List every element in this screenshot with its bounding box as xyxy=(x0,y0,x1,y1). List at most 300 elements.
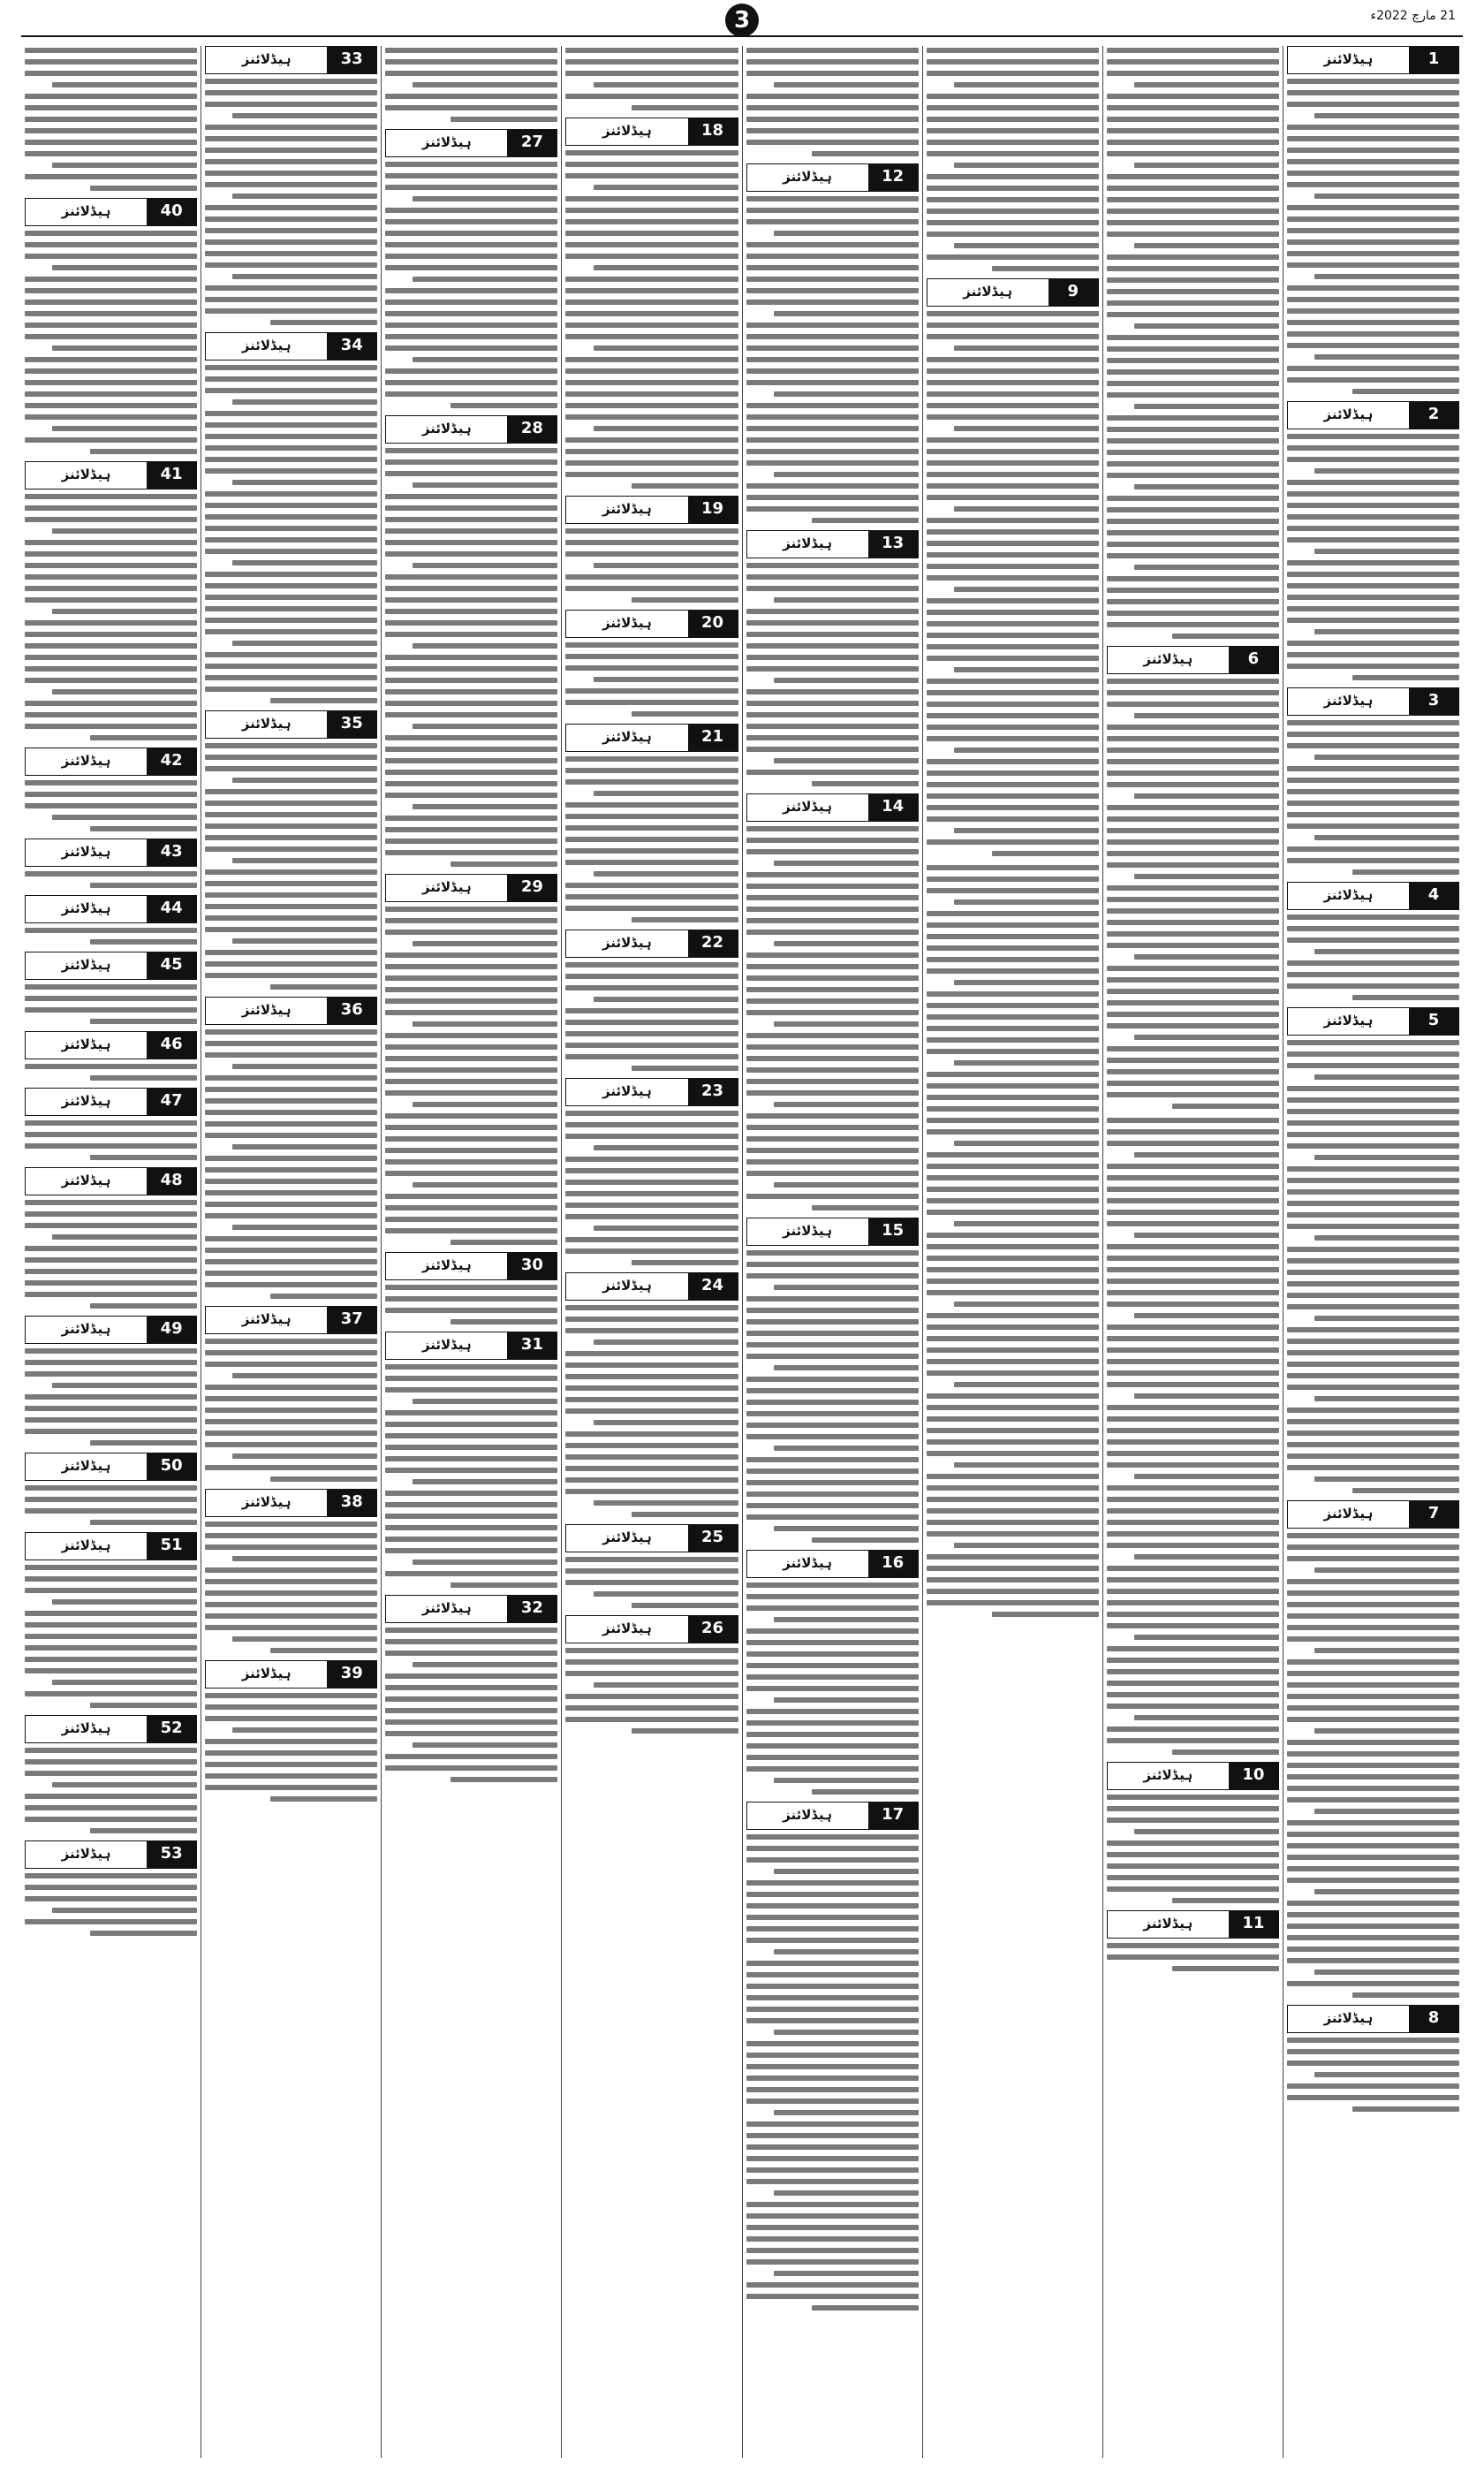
text-line xyxy=(1107,381,1279,386)
text-line xyxy=(746,712,919,717)
text-line xyxy=(954,899,1099,905)
text-line xyxy=(1287,1258,1459,1264)
text-line xyxy=(413,1479,557,1484)
item-header xyxy=(205,46,377,74)
text-line xyxy=(1134,82,1279,87)
text-line xyxy=(927,380,1099,385)
item-number: 8 xyxy=(1409,2006,1458,2032)
text-line xyxy=(954,243,1099,248)
text-line xyxy=(1107,450,1279,455)
text-line xyxy=(927,518,1099,523)
text-line xyxy=(774,82,919,87)
text-line xyxy=(385,781,557,786)
text-line xyxy=(385,839,557,844)
text-line xyxy=(954,82,1099,87)
item-header xyxy=(1287,2005,1459,2033)
text-line xyxy=(25,494,197,499)
item-label: ہیڈلائنز xyxy=(421,1257,472,1273)
text-line xyxy=(927,1600,1099,1605)
text-line xyxy=(25,414,197,420)
item-label: ہیڈلائنز xyxy=(61,1720,111,1736)
text-line xyxy=(385,517,557,522)
text-line xyxy=(1287,285,1459,291)
text-line xyxy=(25,1508,197,1514)
text-line xyxy=(1287,2083,1459,2089)
text-line xyxy=(565,1157,738,1162)
text-line xyxy=(25,1143,197,1149)
text-line xyxy=(25,1565,197,1570)
text-line xyxy=(1287,1362,1459,1367)
text-line xyxy=(385,311,557,316)
text-line xyxy=(1107,94,1279,99)
text-line xyxy=(1287,1304,1459,1309)
item-number: 32 xyxy=(507,1596,556,1622)
text-line xyxy=(1287,743,1459,748)
text-line xyxy=(927,610,1099,615)
text-line xyxy=(385,1125,557,1130)
item-label: ہیڈلائنز xyxy=(1143,1916,1193,1931)
news-item xyxy=(565,610,738,718)
text-line xyxy=(1314,835,1459,840)
text-line xyxy=(594,997,738,1002)
text-line xyxy=(1352,675,1459,680)
text-line xyxy=(565,779,738,785)
item-label: ہیڈلائنز xyxy=(241,51,292,67)
text-line xyxy=(385,1308,557,1313)
item-label: ہیڈلائنز xyxy=(61,844,111,860)
item-header xyxy=(746,530,919,558)
text-line xyxy=(565,1111,738,1116)
item-label: ہیڈلائنز xyxy=(1323,1013,1374,1028)
text-line xyxy=(746,323,919,328)
text-line xyxy=(1287,182,1459,187)
text-line xyxy=(1314,1476,1459,1482)
text-line xyxy=(565,1134,738,1139)
text-line xyxy=(1107,1000,1279,1006)
text-line xyxy=(205,927,377,932)
news-item xyxy=(1287,1500,1459,2000)
text-line xyxy=(746,2213,919,2219)
text-line xyxy=(205,812,377,817)
text-line xyxy=(1107,1726,1279,1732)
text-line xyxy=(565,1122,738,1127)
text-line xyxy=(774,1526,919,1531)
item-number: 44 xyxy=(147,896,196,922)
item-body-text xyxy=(25,926,197,946)
text-line xyxy=(1134,1554,1279,1560)
text-line xyxy=(746,1090,919,1096)
news-item xyxy=(927,46,1099,273)
text-line xyxy=(1107,1081,1279,1086)
text-line xyxy=(232,274,377,279)
text-line xyxy=(927,656,1099,661)
text-line xyxy=(385,265,557,270)
item-header xyxy=(385,129,557,157)
text-line xyxy=(594,1591,738,1597)
text-line xyxy=(1287,1339,1459,1344)
text-line xyxy=(385,712,557,717)
text-line xyxy=(1287,618,1459,623)
text-line xyxy=(927,713,1099,718)
item-body-text xyxy=(385,905,557,1247)
item-body-text xyxy=(205,1520,377,1655)
text-line xyxy=(774,1697,919,1703)
text-line xyxy=(1287,789,1459,794)
text-line xyxy=(25,1748,197,1753)
text-line xyxy=(385,1285,557,1290)
text-line xyxy=(25,334,197,339)
item-label: ہیڈلائنز xyxy=(783,535,832,551)
text-line xyxy=(385,528,557,534)
text-line xyxy=(205,1693,377,1698)
text-line xyxy=(927,1026,1099,1031)
text-line xyxy=(1107,1669,1279,1674)
text-line xyxy=(1287,1408,1459,1413)
text-line xyxy=(232,480,377,485)
text-line xyxy=(565,1168,738,1173)
text-line xyxy=(413,643,557,649)
text-line xyxy=(25,1007,197,1013)
column-4 xyxy=(742,46,922,2458)
text-line xyxy=(774,1182,919,1188)
text-line xyxy=(1107,128,1279,133)
text-line xyxy=(1287,1293,1459,1298)
text-line xyxy=(1287,1866,1459,1871)
text-line xyxy=(927,1439,1099,1445)
text-line xyxy=(205,1762,377,1767)
text-line xyxy=(746,930,919,935)
text-line xyxy=(1314,113,1459,118)
text-line xyxy=(927,1072,1099,1077)
text-line xyxy=(205,1362,377,1367)
text-line xyxy=(25,1885,197,1890)
news-item xyxy=(385,415,557,869)
text-line xyxy=(1287,1763,1459,1768)
text-line xyxy=(927,357,1099,362)
text-line xyxy=(205,125,377,130)
text-line xyxy=(927,736,1099,741)
item-number: 16 xyxy=(868,1551,918,1577)
text-line xyxy=(1352,995,1459,1000)
text-line xyxy=(1287,1682,1459,1688)
item-body-text xyxy=(205,741,377,991)
text-line xyxy=(1287,1625,1459,1630)
text-line xyxy=(565,1203,738,1208)
text-line xyxy=(927,391,1099,397)
news-item xyxy=(1287,1007,1459,1495)
text-line xyxy=(594,1339,738,1345)
text-line xyxy=(565,254,738,259)
text-line xyxy=(1107,105,1279,110)
item-number: 29 xyxy=(507,875,556,901)
text-line xyxy=(25,1611,197,1616)
text-line xyxy=(450,1777,557,1782)
text-line xyxy=(1107,725,1279,730)
item-number: 2 xyxy=(1409,402,1458,429)
text-line xyxy=(205,1271,377,1276)
text-line xyxy=(927,1508,1099,1514)
text-line xyxy=(385,1719,557,1725)
item-header xyxy=(746,163,919,192)
text-line xyxy=(927,575,1099,581)
text-line xyxy=(385,368,557,374)
news-item xyxy=(25,1031,197,1082)
text-line xyxy=(746,345,919,351)
column-8 xyxy=(21,46,201,2458)
item-label: ہیڈلائنز xyxy=(421,421,472,436)
text-line xyxy=(205,1075,377,1081)
text-line xyxy=(1287,1797,1459,1802)
item-body-text xyxy=(25,778,197,833)
text-line xyxy=(746,1846,919,1851)
text-line xyxy=(746,952,919,958)
text-line xyxy=(746,1056,919,1061)
text-line xyxy=(1107,690,1279,695)
item-label: ہیڈلائنز xyxy=(241,1494,292,1510)
text-line xyxy=(927,865,1099,870)
text-line xyxy=(205,228,377,233)
text-line xyxy=(205,1236,377,1241)
text-line xyxy=(927,1405,1099,1410)
text-line xyxy=(1287,1636,1459,1642)
text-line xyxy=(565,414,738,420)
item-body-text xyxy=(1287,1038,1459,1495)
text-line xyxy=(1287,1247,1459,1252)
text-line xyxy=(1287,1774,1459,1780)
text-line xyxy=(450,403,557,408)
text-line xyxy=(746,1423,919,1428)
text-line xyxy=(232,1453,377,1459)
text-line xyxy=(232,1064,377,1069)
text-line xyxy=(746,288,919,293)
text-line xyxy=(25,368,197,374)
text-line xyxy=(927,48,1099,53)
text-line xyxy=(927,1347,1099,1353)
text-line xyxy=(746,1044,919,1050)
text-line xyxy=(25,1064,197,1069)
text-line xyxy=(746,1651,919,1657)
text-line xyxy=(1287,823,1459,829)
text-line xyxy=(1287,858,1459,863)
item-number: 14 xyxy=(868,794,918,821)
text-line xyxy=(927,552,1099,558)
item-header xyxy=(25,1316,197,1344)
text-line xyxy=(1107,1852,1279,1857)
text-line xyxy=(1287,491,1459,497)
text-line xyxy=(1107,1520,1279,1525)
text-line xyxy=(205,1704,377,1710)
text-line xyxy=(1107,1198,1279,1203)
text-line xyxy=(25,59,197,65)
text-line xyxy=(25,701,197,706)
text-line xyxy=(205,262,377,268)
text-line xyxy=(812,518,919,523)
item-header xyxy=(565,1078,738,1106)
text-line xyxy=(1134,1152,1279,1157)
text-line xyxy=(1287,1590,1459,1596)
text-line xyxy=(413,804,557,809)
text-line xyxy=(1134,1474,1279,1479)
item-body-text xyxy=(565,148,738,490)
item-body-text xyxy=(927,863,1099,1619)
item-header xyxy=(1287,882,1459,910)
item-number: 51 xyxy=(147,1533,196,1560)
text-line xyxy=(565,1443,738,1448)
text-line xyxy=(632,711,738,717)
text-line xyxy=(1314,1316,1459,1321)
item-header xyxy=(1287,46,1459,74)
item-label: ہیڈلائنز xyxy=(783,1555,832,1571)
text-line xyxy=(746,655,919,660)
text-line xyxy=(1287,228,1459,233)
text-line xyxy=(90,735,197,740)
item-number: 26 xyxy=(688,1616,738,1643)
text-line xyxy=(1287,514,1459,520)
text-line xyxy=(746,1377,919,1382)
text-line xyxy=(927,403,1099,408)
text-line xyxy=(927,59,1099,65)
text-line xyxy=(565,391,738,397)
text-line xyxy=(385,952,557,958)
text-line xyxy=(25,174,197,179)
item-number: 37 xyxy=(327,1307,376,1333)
text-line xyxy=(1107,496,1279,501)
item-label: ہیڈلائنز xyxy=(61,957,111,973)
text-line xyxy=(565,1717,738,1722)
text-line xyxy=(927,1267,1099,1272)
text-line xyxy=(205,1041,377,1046)
text-line xyxy=(927,1520,1099,1525)
text-line xyxy=(746,987,919,992)
item-number: 38 xyxy=(327,1490,376,1516)
item-label: ہیڈلائنز xyxy=(241,1311,292,1327)
text-line xyxy=(90,1155,197,1160)
text-line xyxy=(927,529,1099,535)
text-line xyxy=(594,871,738,877)
text-line xyxy=(565,1694,738,1699)
text-line xyxy=(25,288,197,293)
item-header xyxy=(746,1802,919,1830)
text-line xyxy=(1287,1832,1459,1837)
text-line xyxy=(1107,576,1279,581)
text-line xyxy=(385,71,557,76)
news-item xyxy=(25,748,197,833)
text-line xyxy=(385,334,557,339)
text-line xyxy=(927,1175,1099,1180)
text-line xyxy=(1287,79,1459,84)
text-line xyxy=(1134,1035,1279,1040)
text-line xyxy=(927,1095,1099,1100)
news-item xyxy=(565,1078,738,1267)
text-line xyxy=(25,1759,197,1764)
item-label: ہیڈلائنز xyxy=(1323,887,1374,903)
text-line xyxy=(1107,1646,1279,1651)
text-line xyxy=(565,1477,738,1483)
text-line xyxy=(1352,2106,1459,2112)
text-line xyxy=(1107,1175,1279,1180)
text-line xyxy=(746,563,919,568)
text-line xyxy=(1287,1465,1459,1470)
text-line xyxy=(1287,1579,1459,1584)
item-label: ہیڈلائنز xyxy=(61,1172,111,1188)
text-line xyxy=(385,1228,557,1233)
text-line xyxy=(1107,931,1279,937)
text-line xyxy=(385,1148,557,1153)
text-line xyxy=(205,1133,377,1138)
text-line xyxy=(205,973,377,978)
item-label: ہیڈلائنز xyxy=(1323,51,1374,67)
text-line xyxy=(25,1292,197,1297)
text-line xyxy=(1287,125,1459,130)
text-line xyxy=(746,1582,919,1588)
text-line xyxy=(1107,920,1279,925)
item-header xyxy=(565,610,738,638)
text-line xyxy=(746,586,919,591)
text-line xyxy=(25,1817,197,1822)
text-line xyxy=(1107,209,1279,214)
text-line xyxy=(1107,1704,1279,1709)
text-line xyxy=(1134,1393,1279,1399)
text-line xyxy=(205,1248,377,1253)
text-line xyxy=(927,1152,1099,1157)
text-line xyxy=(1314,549,1459,554)
text-line xyxy=(205,1522,377,1527)
text-line xyxy=(565,173,738,178)
text-line xyxy=(1107,346,1279,352)
item-header xyxy=(1107,1762,1279,1790)
text-line xyxy=(205,537,377,543)
text-line xyxy=(746,1067,919,1073)
item-label: ہیڈلائنز xyxy=(963,284,1013,300)
text-line xyxy=(52,82,197,87)
text-line xyxy=(1134,1313,1279,1318)
item-number: 6 xyxy=(1229,647,1278,673)
text-line xyxy=(594,265,738,270)
text-line xyxy=(746,872,919,877)
text-line xyxy=(25,632,197,637)
text-line xyxy=(746,219,919,224)
text-line xyxy=(52,689,197,694)
text-line xyxy=(205,182,377,187)
text-line xyxy=(270,1648,377,1653)
text-line xyxy=(1107,1600,1279,1605)
text-line xyxy=(565,1351,738,1356)
text-line xyxy=(1107,908,1279,914)
text-line xyxy=(1287,366,1459,371)
text-line xyxy=(1107,1806,1279,1811)
item-number: 43 xyxy=(147,839,196,866)
text-line xyxy=(1107,1818,1279,1823)
text-line xyxy=(1107,1428,1279,1433)
news-item xyxy=(25,839,197,890)
text-line xyxy=(1107,1023,1279,1028)
text-line xyxy=(205,904,377,909)
text-line xyxy=(1134,243,1279,248)
text-line xyxy=(746,701,919,706)
text-line xyxy=(1107,1589,1279,1594)
text-line xyxy=(1287,1981,1459,1986)
text-line xyxy=(927,1037,1099,1043)
text-line xyxy=(1287,331,1459,337)
text-line xyxy=(385,907,557,912)
text-line xyxy=(1287,1132,1459,1137)
item-body-text xyxy=(385,1626,557,1784)
item-body-text xyxy=(746,824,919,1212)
item-number: 17 xyxy=(868,1802,918,1829)
text-line xyxy=(385,1364,557,1370)
item-header xyxy=(1287,1007,1459,1036)
news-item xyxy=(565,724,738,924)
